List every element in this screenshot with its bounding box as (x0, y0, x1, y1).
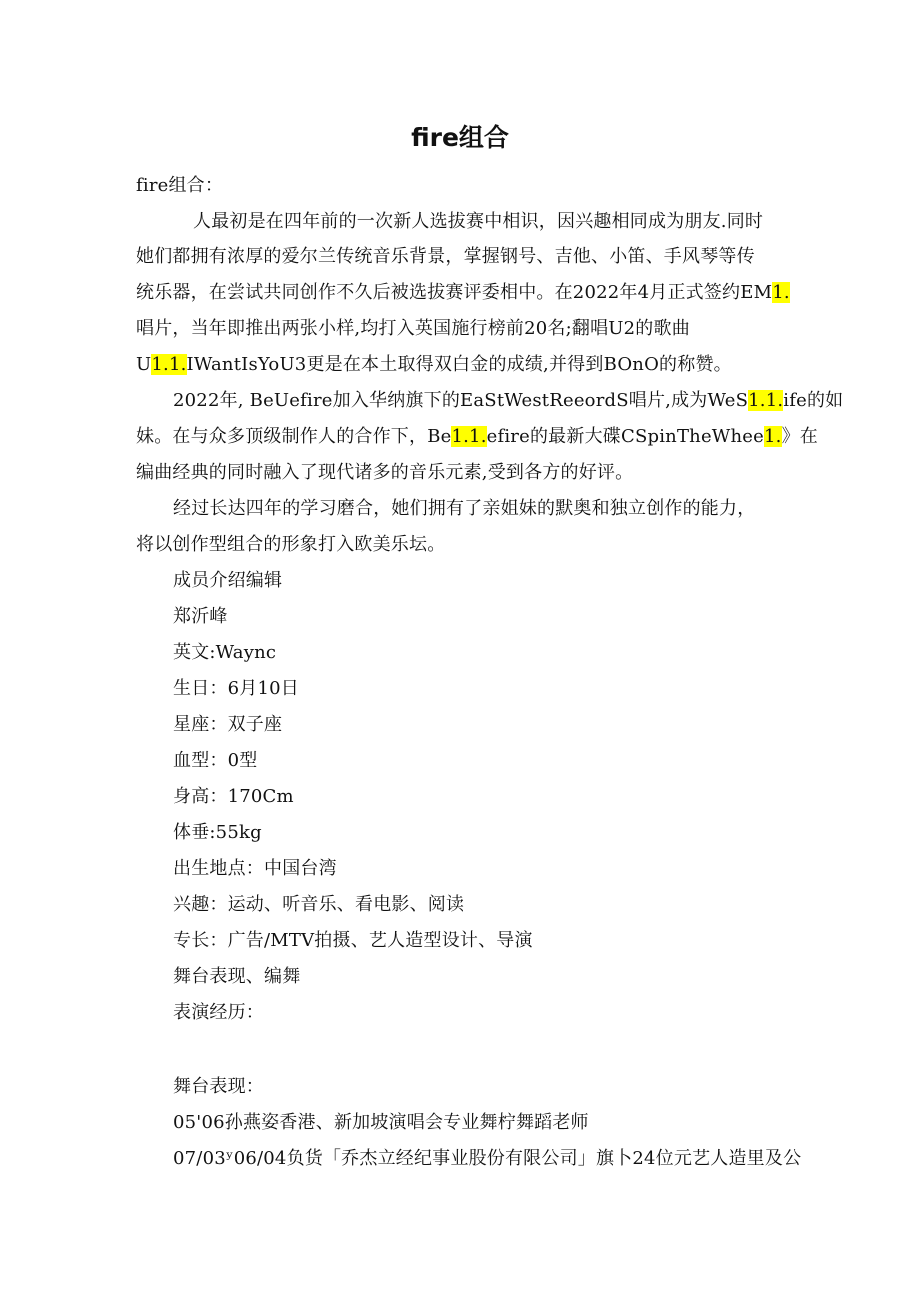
member-birthplace: 出生地点：中国台湾 (173, 858, 337, 879)
member-blood-type: 血型：0型 (173, 750, 258, 771)
para2-line2-text-c: 》在 (781, 426, 818, 447)
highlight-mark: 1.1. (748, 390, 784, 411)
para3-line2: 将以创作型组合的形象打入欧美乐坛。 (136, 534, 446, 555)
document-title: fire组合 (411, 123, 509, 152)
members-section-title: 成员介绍编辑 (173, 570, 283, 591)
para2-line2-text-b: efire的最新大碟CSpinTheWhee (486, 426, 764, 447)
member-experience-label: 表演经历： (173, 1002, 264, 1023)
highlight-mark: 1. (772, 282, 790, 303)
para1-line2: 她们都拥有浓厚的爱尔兰传统音乐背景，掌握钢号、吉他、小笛、手风琴等传 (136, 246, 755, 267)
highlight-mark: 1.1. (451, 426, 487, 447)
para2-line1-text-a: 2022年, BeUefire加入华纳旗下的EaStWestReeordS唱片,成为WeS (173, 390, 749, 411)
member-english-name: 英文:Waync (173, 642, 277, 663)
para1-line3 (136, 278, 790, 308)
member-height: 身高：170Cm (173, 786, 294, 807)
member-specialty: 专长：广告/MTV拍摄、艺人造型设计、导演 (173, 930, 533, 951)
member-birthday: 生日：6月10日 (173, 678, 299, 699)
member-hobbies: 兴趣：运动、听音乐、看电影、阅读 (173, 894, 465, 915)
member-name: 郑沂峰 (173, 606, 228, 627)
stage-section-title: 舞台表现： (173, 1076, 264, 1097)
member-zodiac: 星座：双子座 (173, 714, 283, 735)
highlight-mark: 1. (764, 426, 782, 447)
stage-entry: 05'06孙燕姿香港、新加坡演唱会专业舞柠舞蹈老师 (173, 1112, 589, 1133)
para2-line2 (136, 422, 818, 452)
member-specialty-continued: 舞台表现、编舞 (173, 966, 301, 987)
para3-line1: 经过长达四年的学习磨合，她们拥有了亲姐妹的默奥和独立创作的能力， (173, 498, 756, 519)
intro-label: fire组合： (136, 175, 224, 196)
member-weight: 体垂:55kg (173, 822, 262, 843)
para1-line3-text: 统乐器，在尝试共同创作不久后被选拔赛评委相中。在2022年4月正式签约EM (136, 282, 773, 303)
para1-line5 (136, 350, 732, 380)
para1-line5-text-a: U (136, 354, 152, 375)
para2-line2-text-a: 妹。在与众多顶级制作人的合作下，Be (136, 426, 452, 447)
para1-line4: 唱片，当年即推出两张小样,均打入英国施行榜前20名;翻唱U2的歌曲 (136, 318, 690, 339)
para2-line3: 编曲经典的同时融入了现代诸多的音乐元素,受到各方的好评。 (136, 462, 634, 483)
stage-entry: 07/03ʸ06/04负货「乔杰立经纪事业股份有限公司」旗卜24位元艺人造里及公 (173, 1148, 802, 1169)
para1-line1: 人最初是在四年前的一次新人选拔赛中相识，因兴趣相同成为朋友.同时 (193, 211, 764, 232)
para1-line5-text-b: IWantIsYoU3更是在本土取得双白金的成绩,并得到BOnO的称赞。 (186, 354, 732, 375)
highlight-mark: 1.1. (151, 354, 187, 375)
para2-line1 (173, 386, 843, 416)
para2-line1-text-b: ife的如 (783, 390, 844, 411)
